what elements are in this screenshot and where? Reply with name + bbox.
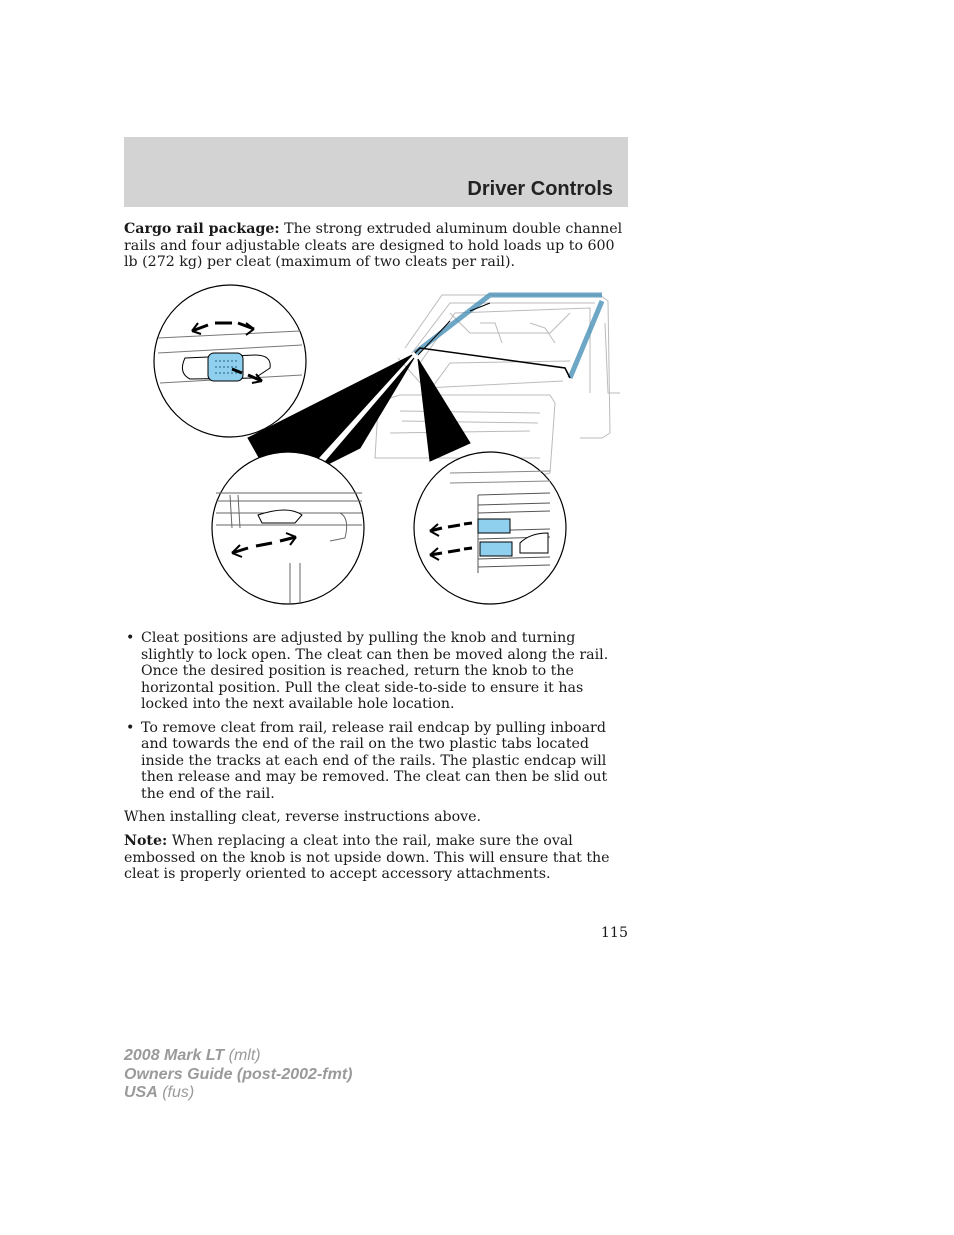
footer-guide: Owners Guide (post-2002-fmt) [124, 1065, 353, 1083]
instruction-item-remove: • To remove cleat from rail, release rail endcap by pulling inboard and towards the end of the rail on the two plastic tabs located inside the tracks at each end of the rails. The plastic endcap will then release and may be removed. The cleat can then be slid out the end of the rail. [124, 720, 628, 803]
endcap-highlight-top [478, 519, 510, 533]
note-paragraph [124, 833, 628, 883]
footer-model: 2008 Mark LT [124, 1047, 225, 1064]
header-band [124, 137, 628, 207]
instruction-list [124, 630, 628, 809]
intro-lead: Cargo rail package: [124, 221, 280, 237]
rail-highlight-right [570, 301, 602, 378]
cargo-rail-diagram [150, 283, 620, 609]
section-title: Driver Controls [467, 178, 613, 200]
footer-region: USA [124, 1084, 158, 1101]
footer-line-3 [124, 1084, 352, 1103]
footer-region-code: (fus) [157, 1084, 195, 1101]
install-paragraph: When installing cleat, reverse instructions above. [124, 809, 482, 825]
footer-model-code: (mlt) [224, 1047, 261, 1064]
note-text: When replacing a cleat into the rail, make sure the oval embossed on the knob is not upside down. This will ensure that the cleat is properly oriented to accept accessory attachments. [124, 833, 610, 882]
note-lead: Note: [124, 833, 168, 849]
page-number: 115 [600, 925, 628, 941]
footer-line-1 [124, 1047, 352, 1066]
endcap-highlight-bottom [480, 542, 512, 556]
truck-bed [375, 295, 620, 478]
knob-detail-circle [154, 285, 306, 437]
footer [124, 1047, 352, 1103]
knob-highlight [208, 353, 243, 381]
endcap-detail-circle [414, 452, 566, 604]
intro-text: The strong extruded aluminum double channel rails and four adjustable cleats are designed to hold loads up to 600 lb (272 kg) per cleat (maximum of two cleats per rail). [124, 221, 623, 270]
footer-line-2 [124, 1066, 352, 1085]
cleat-slide-circle [212, 452, 364, 604]
callout-beam-3 [418, 359, 470, 461]
intro-paragraph [124, 221, 628, 271]
rail-highlight-left [415, 295, 602, 353]
cargo-rail-illustration [150, 283, 620, 609]
instruction-item-adjust: • Cleat positions are adjusted by pulling the knob and turning slightly to lock open. The cleat can then be moved along the rail. Once the desired position is reached, return the knob to the horizontal position. Pull the cleat side-to-side to ensure it has locked into the next available hole location. [124, 630, 628, 713]
